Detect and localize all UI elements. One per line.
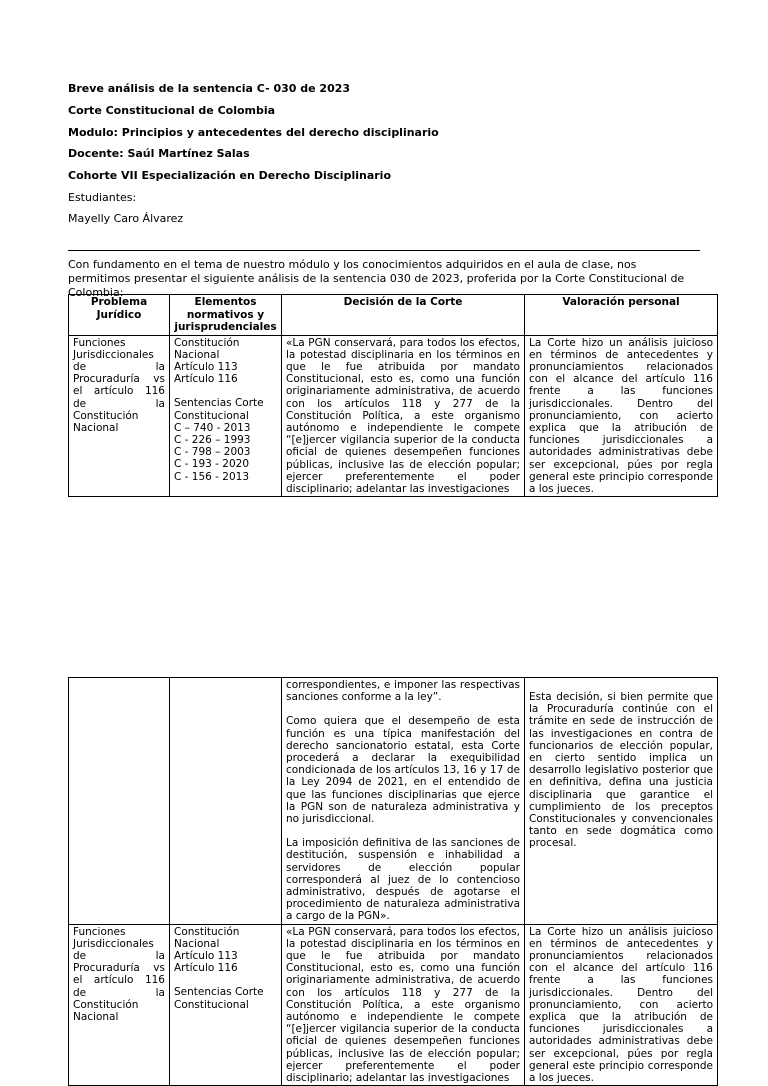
norm-item: Artículo 113 <box>174 950 238 963</box>
table-row <box>69 924 718 1086</box>
norms-cell <box>170 924 282 1086</box>
norm-item: Artículo 116 <box>174 373 238 386</box>
valuation-cell: La Corte hizo un análisis juicioso en términos de antecedentes y pronunciamientos relacionados con el alcance del artículo 116 frente a las funciones jurisdiccionales. Dentro del pronunciamiento, con acierto explica que la atribución de funciones jurisdiccionales a autoridades administrativas debe ser excepcional, púes por regla general este principio corresponde a los jueces. <box>525 335 718 497</box>
valuation-continuation-cell <box>525 678 718 925</box>
valuation-cell: La Corte hizo un análisis juicioso en términos de antecedentes y pronunciamientos relacionados con el alcance del artículo 116 frente a las funciones jurisdiccionales. Dentro del pronunciamiento, con acierto explica que la atribución de funciones jurisdiccionales a autoridades administrativas debe ser excepcional, púes por regla general este principio corresponde a los jueces. <box>525 924 718 1086</box>
court-name: Corte Constitucional de Colombia <box>68 104 276 117</box>
sentence-item: C - 798 – 2003 <box>174 446 251 459</box>
valuation-paragraph: Esta decisión, si bien permite que la Procuraduría continúe con el trámite en sede de instrucción de las investigaciones en contra de funcionarios de elección popular, en cierto sentido implica un desarrollo legislativo posterior que en definitiva, defina una justicia disciplinaria que garantice el cumplimiento de los preceptos Constitucionales y convencionales tanto en sede dogmática como procesal. <box>529 691 713 850</box>
sentence-item: C - 226 – 1993 <box>174 433 251 446</box>
analysis-table-page1 <box>68 294 718 497</box>
decision-cell: «La PGN conservará, para todos los efectos, la potestad disciplinaria en los términos en que le fue atribuida por mandato Constitucional, esto es, como una función originariamente administrativa, de acuerdo con los artículos 118 y 277 de la Constitución Política, a este organismo autónomo e independiente le compete “[e]jercer vigilancia superior de la conducta oficial de quienes desempeñen funciones públicas, inclusive las de elección popular; ejercer preferentemente el poder disciplinario; adelantar las investigaciones <box>282 335 525 497</box>
cohort-line: Cohorte VII Especialización en Derecho Disciplinario <box>68 169 392 182</box>
decision-paragraph: La imposición definitiva de las sanciones de destitución, suspensión e inhabilidad a servidores de elección popular corresponderá al juez de lo contencioso administrativo, después de agotarse el procedimiento de naturaleza administrativa a cargo de la PGN». <box>286 837 520 923</box>
horizontal-divider <box>68 250 700 251</box>
intro-paragraph: Con fundamento en el tema de nuestro módulo y los conocimientos adquiridos en el aula de clase, nos permitimos presentar el siguiente análisis de la sentencia 030 de 2023, proferida por la Corte Constitucional de Colombia: <box>68 258 685 299</box>
teacher-line: Docente: Saúl Martínez Salas <box>68 147 250 160</box>
header-valuation: Valoración personal <box>525 295 718 336</box>
header-decision: Decisión de la Corte <box>282 295 525 336</box>
table-row <box>69 335 718 497</box>
sentence-item: C - 156 - 2013 <box>174 470 250 483</box>
norm-item: Artículo 116 <box>174 962 238 975</box>
table-header-row <box>69 295 718 336</box>
students-label: Estudiantes: <box>68 191 137 204</box>
norms-cell-empty <box>170 678 282 925</box>
sentences-label: Sentencias Corte Constitucional <box>174 986 264 1011</box>
header-problem: Problema Jurídico <box>69 295 170 336</box>
norm-item: Constitución Nacional <box>174 925 240 950</box>
table-row <box>69 678 718 925</box>
sentences-label: Sentencias Corte Constitucional <box>174 397 264 422</box>
decision-paragraph: Como quiera que el desempeño de esta función es una típica manifestación del derecho sancionatorio estatal, esta Corte procederá a declarar la exequibilidad condicionada de los artículos 13, 16 y 17 de la Ley 2094 de 2021, en el entendido de que las funciones disciplinarias que ejerce la PGN son de naturaleza administrativa y no jurisdiccional. <box>286 715 520 826</box>
problem-cell: Funciones Jurisdiccionales de la Procuraduría vs el artículo 116 de la Constitución Nacional <box>69 924 170 1086</box>
sentence-item: C – 740 - 2013 <box>174 421 251 434</box>
decision-continuation-cell <box>282 678 525 925</box>
norm-item: Constitución Nacional <box>174 336 240 361</box>
document-title: Breve análisis de la sentencia C- 030 de 2023 <box>68 82 351 95</box>
module-line: Modulo: Principios y antecedentes del derecho disciplinario <box>68 126 439 139</box>
analysis-table-page2 <box>68 677 718 1086</box>
sentence-item: C - 193 - 2020 <box>174 458 250 471</box>
student-name: Mayelly Caro Álvarez <box>68 212 184 225</box>
header-norms: Elementos normativos y jurisprudenciales <box>170 295 282 336</box>
problem-cell-empty <box>69 678 170 925</box>
decision-cell: «La PGN conservará, para todos los efectos, la potestad disciplinaria en los términos en que le fue atribuida por mandato Constitucional, esto es, como una función originariamente administrativa, de acuerdo con los artículos 118 y 277 de la Constitución Política, a este organismo autónomo e independiente le compete “[e]jercer vigilancia superior de la conducta oficial de quienes desempeñen funciones públicas, inclusive las de elección popular; ejercer preferentemente el poder disciplinario; adelantar las investigaciones <box>282 924 525 1086</box>
norms-cell <box>170 335 282 497</box>
problem-cell: Funciones Jurisdiccionales de la Procuraduría vs el artículo 116 de la Constitución Nacional <box>69 335 170 497</box>
decision-paragraph: correspondientes, e imponer las respectivas sanciones conforme a la ley”. <box>286 679 520 704</box>
norm-item: Artículo 113 <box>174 360 238 373</box>
